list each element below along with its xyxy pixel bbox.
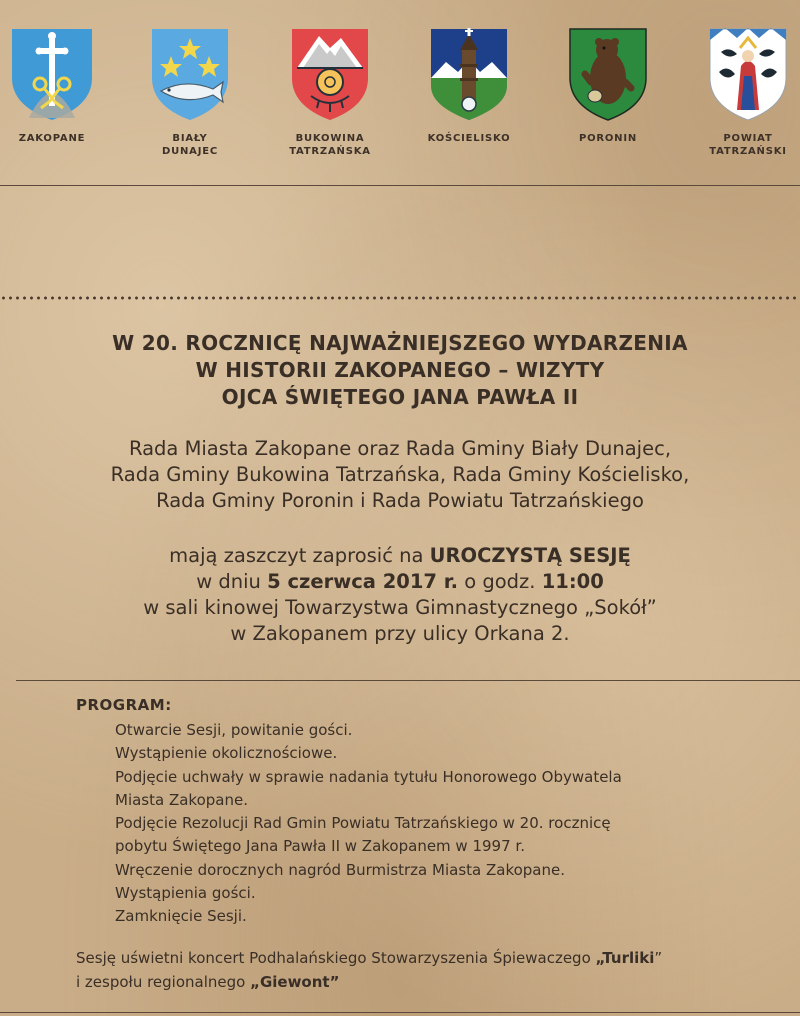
bialy-dunajec-coat-of-arms-icon [149, 26, 231, 122]
program-list [115, 719, 622, 929]
program-item: Podjęcie Rezolucji Rad Gmin Powiatu Tatrzańskiego w 20. rocznicę [115, 814, 611, 833]
invite-session-name: UROCZYSTĄ SESJĘ [429, 544, 631, 567]
headline-line-1: W 20. ROCZNICĘ NAJWAŻNIEJSZEGO WYDARZENIA [112, 331, 688, 355]
program-item: Miasta Zakopane. [115, 790, 248, 809]
invite-line-1-text: mają zaszczyt zaprosić na [169, 544, 430, 567]
middle-divider [16, 680, 800, 681]
crest-label-poronin: PORONIN [578, 133, 638, 144]
headline-line-3: OJCA ŚWIĘTEGO JANA PAWŁA II [221, 385, 579, 409]
program-item: Wystąpienia gości. [115, 884, 256, 903]
crest-powiat-tatrzanski [688, 26, 800, 158]
closing-choir-name: „Turliki [595, 949, 655, 967]
program-title: PROGRAM: [76, 696, 172, 714]
crests-row [0, 0, 800, 186]
closing-line-1 [76, 946, 662, 970]
poronin-coat-of-arms-icon [567, 26, 649, 122]
program-item: pobytu Świętego Jana Pawła II w Zakopanem w 1997 r. [115, 837, 525, 856]
crest-poronin [548, 26, 668, 145]
invite-line-4: w Zakopanem przy ulicy Orkana 2. [230, 622, 570, 645]
crest-label-zakopane: ZAKOPANE [18, 133, 86, 144]
powiat-tatrzanski-coat-of-arms-icon [707, 26, 789, 122]
top-divider [0, 185, 800, 186]
closing-line-1-post: ” [654, 949, 663, 967]
koscielisko-coat-of-arms-icon [428, 26, 510, 122]
closing-line-1-pre: Sesję uświetni koncert Podhalańskiego Stowarzyszenia Śpiewaczego [76, 949, 596, 967]
closing-line-2-pre: i zespołu regionalnego [76, 973, 251, 991]
crest-koscielisko [409, 26, 529, 145]
invite-time: 11:00 [541, 570, 604, 593]
invite-line-1 [0, 543, 800, 569]
program-item: Podjęcie uchwały w sprawie nadania tytułu Honorowego Obywatela [115, 767, 622, 786]
invite-line-2-pre: w dniu [196, 570, 268, 593]
closing-line-2 [76, 970, 662, 994]
bottom-divider [0, 1012, 800, 1013]
crest-label-koscielisko: KOŚCIELISKO [427, 133, 511, 144]
crest-bialy-dunajec [130, 26, 250, 158]
program-item: Otwarcie Sesji, powitanie gości. [115, 721, 353, 739]
councils-text [0, 436, 800, 514]
headline [0, 330, 800, 411]
crest-label-bialy-dunajec: BIAŁY DUNAJEC [161, 133, 219, 157]
crest-zakopane [0, 26, 112, 145]
invite-line-2-mid: o godz. [458, 570, 542, 593]
invite-line-3: w sali kinowej Towarzystwa Gimnastycznego „Sokół” [143, 596, 657, 619]
closing-ensemble-name: „Giewont” [250, 973, 340, 991]
program-item: Zamknięcie Sesji. [115, 907, 247, 926]
zakopane-coat-of-arms-icon [9, 26, 95, 122]
crest-label-powiat-tatrzanski: POWIAT TATRZAŃSKI [709, 133, 787, 157]
program-item: Wręczenie dorocznych nagród Burmistrza Miasta Zakopane. [115, 860, 565, 879]
headline-line-2: W HISTORII ZAKOPANEGO – WIZYTY [195, 358, 605, 382]
closing-text [76, 946, 662, 994]
councils-line-2: Rada Gminy Bukowina Tatrzańska, Rada Gminy Kościelisko, [110, 463, 690, 486]
councils-line-1: Rada Miasta Zakopane oraz Rada Gminy Biały Dunajec, [128, 437, 672, 460]
councils-line-3: Rada Gminy Poronin i Rada Powiatu Tatrzańskiego [156, 489, 644, 512]
crest-bukowina [270, 26, 390, 158]
crest-label-bukowina: BUKOWINA TATRZAŃSKA [289, 133, 371, 157]
invite-date: 5 czerwca 2017 r. [267, 570, 459, 593]
invite-line-2 [0, 569, 800, 595]
program-item: Wystąpienie okolicznościowe. [115, 744, 338, 763]
invitation-text [0, 543, 800, 647]
dotted-divider [0, 296, 800, 300]
bukowina-coat-of-arms-icon [289, 26, 371, 122]
